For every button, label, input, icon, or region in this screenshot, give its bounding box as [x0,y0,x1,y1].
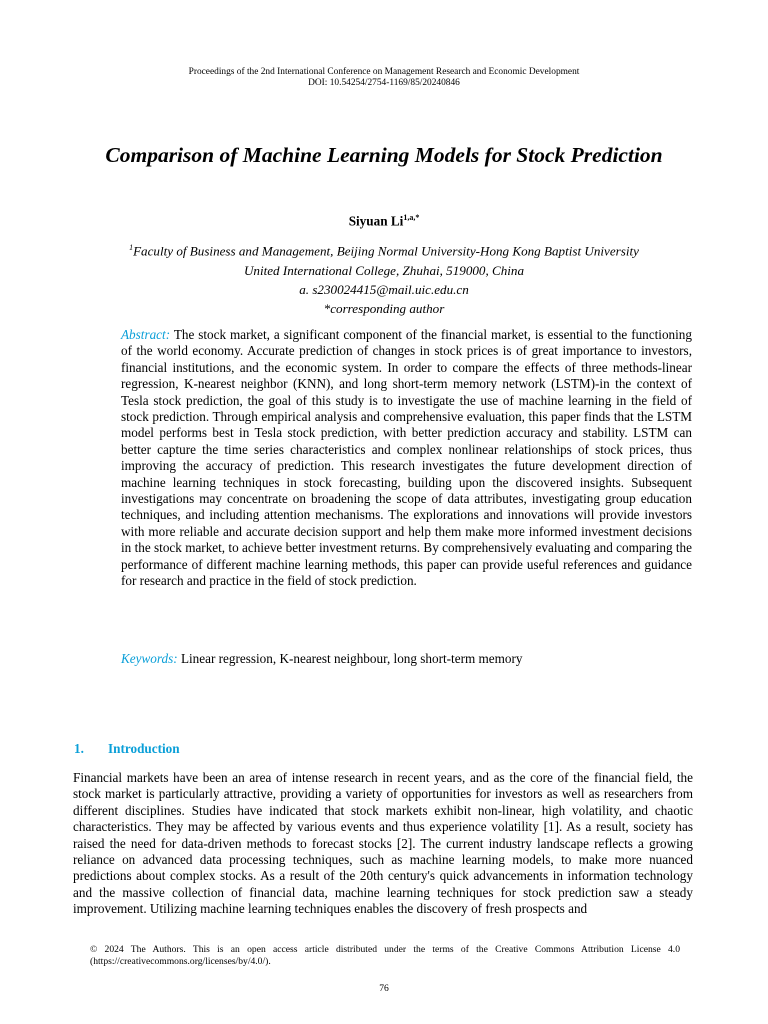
author-email: a. s230024415@mail.uic.edu.cn [299,281,469,297]
doi-line: DOI: 10.54254/2754-1169/85/20240846 [308,78,460,88]
keywords [121,651,692,667]
license-footnote: © 2024 The Authors. This is an open access article distributed under the terms of the Creative Commons Attribution License 4.0 (https://creativecommons.org/licenses/by/4.0/). [90,944,680,967]
author-line [0,213,768,229]
page-number: 76 [379,983,389,994]
introduction-paragraph: Financial markets have been an area of intense research in recent years, and as the core of the financial field, the stock market is particularly attractive, providing a variety of opportunities for investors as well as researchers from different disciplines. Studies have indicated that stock markets exhibit non-linear, high volatility, and chaotic characteristics. They may be affected by various events and thus experience volatility [1]. As a result, society has raised the need for data-driven methods to forecast stocks [2]. The current industry landscape reflects a growing reliance on advanced data processing techniques, such as machine learning models, to make more nuanced predictions about complex stocks. As a result of the 20th century's quick advancements in information technology and the massive collection of financial data, machine learning techniques for stock prediction saw a steady improvement. Utilizing machine learning techniques enables the discovery of fresh prospects and [73,770,693,917]
proceedings-line: Proceedings of the 2nd International Conference on Management Research and Economic Development [188,67,580,77]
section-title: Introduction [108,741,180,756]
paper-title: Comparison of Machine Learning Models for Stock Prediction [105,143,663,167]
section-number: 1. [74,741,84,756]
section-heading [74,741,180,757]
running-header [0,67,768,89]
affiliation-marker: 1 [129,243,134,252]
affiliation-line-1 [40,238,728,261]
abstract [121,327,692,590]
corresponding-note: *corresponding author [323,300,445,316]
author-name: Siyuan Li [348,213,404,229]
author-superscript: 1,a,* [403,213,420,222]
abstract-label: Abstract: [121,327,171,342]
affiliation-text-1: Faculty of Business and Management, Beijing Normal University-Hong Kong Baptist University [133,243,639,259]
keywords-label: Keywords: [121,651,178,666]
abstract-text: The stock market, a significant component of the financial market, is essential to the functioning of the world economy. Accurate prediction of changes in stock prices is of great importance to investors, financial institutions, and the economic system. In order to compare the effects of three methods-linear regression, K-nearest neighbor (KNN), and long short-term memory network (LSTM)-in the context of Tesla stock prediction, the goal of this study is to investigate the use of machine learning in the field of stock prediction. Through empirical analysis and comprehensive evaluation, this paper finds that the LSTM model performs best in Tesla stock prediction, with better prediction accuracy and stability. LSTM can better capture the time series characteristics and complex nonlinear relationships of stock prices, thus improving the accuracy of prediction. This research investigates the future development direction of machine learning techniques in stock forecasting, building upon the discovered insights. Subsequent investigations may concentrate on broadening the scope of data attributes, investigating group education techniques, and including attention mechanisms. The explorations and innovations will provide investors with more reliable and accurate decision support and help them make more informed investment decisions in the stock market, to achieve better investment returns. By comprehensively evaluating and comparing the performance of different machine learning methods, this paper can provide useful references and guidance for research and practice in the field of stock prediction. [121,327,692,589]
keywords-text: Linear regression, K-nearest neighbour, long short-term memory [180,651,523,666]
affiliation-line-2: United International College, Zhuhai, 519000, China [243,262,525,278]
affiliation-block [40,238,728,318]
